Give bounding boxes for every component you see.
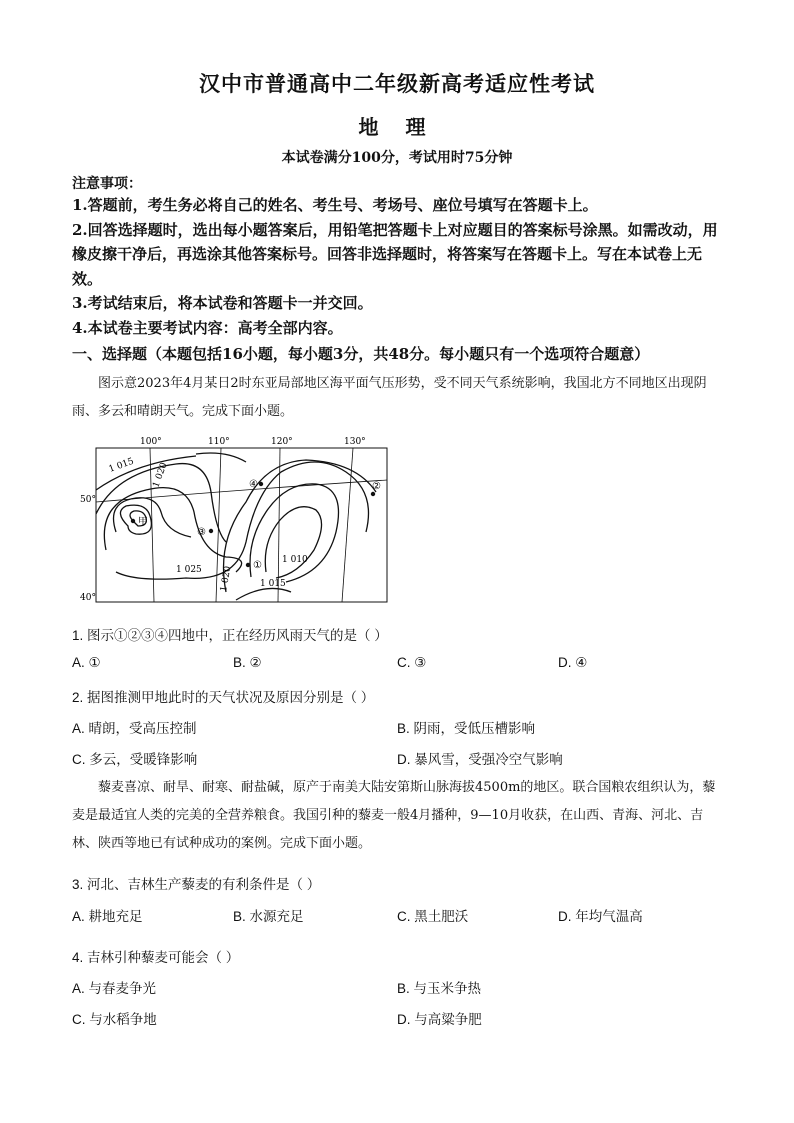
- note-item: 3.考试结束后，将本试卷和答题卡一并交回。: [72, 294, 373, 312]
- question-2: 2. 据图推测甲地此时的天气状况及原因分别是（ ）: [72, 690, 375, 705]
- option-d[interactable]: D. 暴风雪，受强冷空气影响: [397, 752, 563, 767]
- point-marker: [209, 529, 213, 533]
- isobar-label: 1 020: [151, 461, 170, 490]
- option-a[interactable]: A. ①: [72, 655, 101, 670]
- option-c[interactable]: C. 多云，受暖锋影响: [72, 752, 198, 767]
- isobar-label: 1 015: [260, 579, 286, 589]
- option-c[interactable]: C. ③: [397, 655, 427, 670]
- option-d[interactable]: D. 年均气温高: [558, 909, 643, 924]
- isobar-label: 1 010: [282, 555, 308, 565]
- lon-label: 130°: [344, 437, 366, 447]
- note-item: 4.本试卷主要考试内容：高考全部内容。: [72, 318, 343, 337]
- option-b[interactable]: B. 水源充足: [233, 909, 304, 924]
- lat-label: 40°: [80, 593, 96, 603]
- question-1: 1. 图示①②③④四地中，正在经历风雨天气的是（ ）: [72, 628, 388, 643]
- isobar-label: 1 020: [219, 565, 234, 593]
- parallel-line: [96, 480, 387, 502]
- isobar-label: 1 015: [107, 456, 136, 475]
- option-d[interactable]: D. ④: [558, 655, 588, 670]
- notes-heading: 注意事项：: [72, 176, 142, 192]
- note-item: 1.答题前，考生务必将自己的姓名、考生号、考场号、座位号填写在答题卡上。: [72, 196, 598, 214]
- option-a[interactable]: A. 与春麦争光: [72, 981, 157, 996]
- lon-label: 120°: [271, 437, 293, 447]
- option-c[interactable]: C. 黑土肥沃: [397, 909, 469, 924]
- option-b[interactable]: B. 与玉米争热: [397, 981, 482, 996]
- option-d[interactable]: D. 与高粱争肥: [397, 1012, 482, 1027]
- note-item: 2.回答选择题时，选出每小题答案后，用铅笔把答题卡上对应题目的答案标号涂黑。如需改动，用橡皮擦干净后，再选涂其他答案标号。回答非选择题时，将答案写在答题卡上。写在本试卷上无效。: [72, 220, 718, 288]
- isobar-map: [76, 432, 392, 608]
- option-a[interactable]: A. 耕地充足: [72, 909, 143, 924]
- point-label: ③: [197, 527, 206, 538]
- question-3: 3. 河北、吉林生产藜麦的有利条件是（ ）: [72, 877, 321, 892]
- point-label: 甲: [138, 517, 148, 528]
- subject-title: 地 理: [358, 115, 436, 139]
- exam-title: 汉中市普通高中二年级新高考适应性考试: [199, 71, 595, 96]
- point-marker: [131, 519, 135, 523]
- isobar-label: 1 025: [176, 565, 202, 575]
- group1-stem: 图示意2023年4月某日2时东亚局部地区海平面气压形势，受不同天气系统影响，我国北方不同地区出现阴雨、多云和晴朗天气。完成下面小题。: [72, 376, 707, 419]
- section-heading: 一、选择题（本题包括16小题，每小题3分，共48分。每小题只有一个选项符合题意）: [72, 345, 650, 363]
- notes-list: [72, 193, 722, 340]
- question-4: 4. 吉林引种藜麦可能会（ ）: [72, 950, 240, 965]
- point-marker: [246, 563, 250, 567]
- lon-label: 100°: [140, 437, 162, 447]
- point-label: ①: [253, 560, 262, 571]
- lat-label: 50°: [80, 495, 96, 505]
- group2-stem: 藜麦喜凉、耐旱、耐寒、耐盐碱，原产于南美大陆安第斯山脉海拔4500m的地区。联合国粮农组织认为，藜麦是最适宜人类的完美的全营养粮食。我国引种的藜麦一般4月播种，9—10月收获，在山西、青海、河北、吉林、陕西等地已有试种成功的案例。完成下面小题。: [72, 780, 716, 851]
- point-marker: [371, 492, 375, 496]
- point-label: ②: [372, 481, 381, 492]
- option-b[interactable]: B. 阴雨，受低压槽影响: [397, 721, 536, 736]
- lon-label: 110°: [208, 437, 230, 447]
- point-marker: [259, 482, 263, 486]
- exam-meta: 本试卷满分100分，考试用时75分钟: [281, 150, 513, 166]
- point-label: ④: [249, 479, 258, 490]
- option-b[interactable]: B. ②: [233, 655, 262, 670]
- option-a[interactable]: A. 晴朗，受高压控制: [72, 721, 197, 736]
- option-c[interactable]: C. 与水稻争地: [72, 1012, 157, 1027]
